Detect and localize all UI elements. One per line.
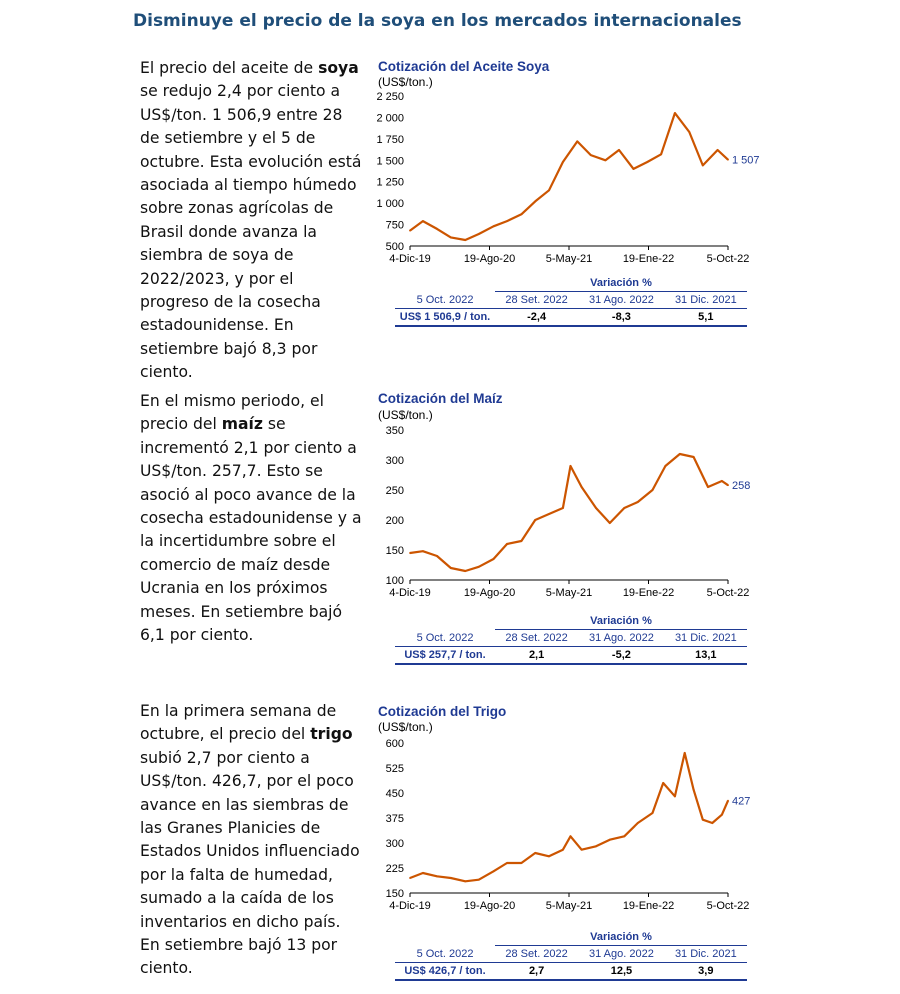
price-point — [506, 862, 508, 864]
price-cell: US$ 257,7 / ton. — [395, 647, 495, 665]
price-point — [652, 812, 654, 814]
paragraph-text: se redujo 2,4 por ciento a US$/ton. 1 506,9 entre 28 de setiembre y el 5 de octubre. Esta evolución está asociada al tiempo húmedo sobre zonas agrícolas de Brasil donde avanza la siembra de soya de 2022/2023, y por el progreso de la cosecha estadounidense. En setiembre bajó 8,3 por ciento. — [140, 82, 362, 382]
page-title: Disminuye el precio de la soya en los mercados internacionales — [133, 11, 742, 31]
price-point — [422, 872, 424, 874]
maiz-chart-unit: (US$/ton.) — [378, 408, 433, 422]
price-point — [506, 543, 508, 545]
x-tick-label: 5-Oct-22 — [706, 253, 750, 265]
price-point — [727, 159, 729, 161]
price-point — [521, 540, 523, 542]
column-header: 31 Ago. 2022 — [578, 292, 664, 309]
y-tick-label: 150 — [385, 888, 404, 900]
paragraph-text: se incrementó 2,1 por ciento a US$/ton. 257,7. Esto se asoció al poco avance de la cosecha estadounidense y a la incertidumbre sobre el comercio de maíz desde Ucrania en los próximos meses. En setiembre bajó 6,1 por ciento. — [140, 415, 362, 645]
price-point — [562, 161, 564, 163]
price-point — [493, 225, 495, 227]
column-header: 31 Dic. 2021 — [665, 630, 747, 647]
variation-header: Variación % — [495, 613, 747, 630]
price-point — [521, 213, 523, 215]
trigo-price-chart — [376, 735, 760, 917]
price-point — [664, 465, 666, 467]
end-value-label: 427 — [732, 795, 751, 808]
y-tick-label: 200 — [385, 515, 404, 527]
price-point — [623, 507, 625, 509]
x-tick-label: 5-May-21 — [545, 253, 593, 265]
column-header: 5 Oct. 2022 — [395, 292, 495, 309]
variation-header: Variación % — [495, 275, 747, 292]
price-point — [478, 566, 480, 568]
price-point — [562, 507, 564, 509]
price-point — [707, 486, 709, 488]
price-point — [581, 486, 583, 488]
y-tick-label: 750 — [385, 219, 404, 232]
variation-cell: 2,7 — [495, 963, 578, 981]
price-point — [660, 153, 662, 155]
price-point — [662, 782, 664, 784]
end-value-label: 258 — [732, 480, 751, 493]
price-series-line — [410, 753, 728, 881]
price-point — [422, 220, 424, 222]
price-point — [450, 567, 452, 569]
y-tick-label: 2 250 — [376, 91, 404, 103]
maiz-price-chart — [376, 422, 760, 604]
variation-cell: 13,1 — [665, 647, 747, 665]
price-point — [436, 228, 438, 230]
x-tick-label: 19-Ago-20 — [463, 253, 516, 265]
variation-cell: 5,1 — [665, 309, 747, 327]
y-tick-label: 300 — [385, 455, 404, 467]
x-tick-label: 4-Dic-19 — [389, 900, 431, 912]
price-point — [693, 789, 695, 791]
price-point — [633, 168, 635, 170]
variation-cell: 12,5 — [578, 963, 664, 981]
price-point — [521, 862, 523, 864]
y-tick-label: 300 — [385, 838, 404, 850]
x-tick-label: 5-May-21 — [545, 587, 593, 599]
price-point — [409, 552, 411, 554]
x-tick-label: 5-Oct-22 — [706, 900, 750, 912]
y-tick-label: 1 500 — [376, 155, 404, 168]
soya-paragraph — [140, 57, 362, 385]
price-point — [493, 558, 495, 560]
price-point — [679, 453, 681, 455]
y-tick-label: 375 — [385, 813, 404, 825]
price-series-line — [410, 454, 728, 571]
column-header: 5 Oct. 2022 — [395, 630, 495, 647]
price-point — [534, 201, 536, 203]
maiz-chart-title: Cotización del Maíz — [378, 391, 503, 406]
soya-chart-title: Cotización del Aceite Soya — [378, 59, 550, 74]
price-point — [506, 220, 508, 222]
y-tick-label: 500 — [385, 241, 404, 253]
price-point — [674, 795, 676, 797]
x-tick-label: 5-May-21 — [545, 900, 593, 912]
price-point — [609, 839, 611, 841]
price-point — [570, 465, 572, 467]
price-point — [609, 522, 611, 524]
x-tick-label: 19-Ago-20 — [463, 900, 516, 912]
column-header: 31 Ago. 2022 — [578, 946, 664, 963]
price-point — [464, 570, 466, 572]
y-tick-label: 600 — [385, 738, 404, 750]
paragraph-text: En el mismo periodo, el precio del — [140, 392, 324, 434]
price-point — [702, 165, 704, 167]
price-point — [711, 822, 713, 824]
y-tick-label: 450 — [385, 788, 404, 800]
price-point — [623, 835, 625, 837]
price-point — [436, 875, 438, 877]
paragraph-keyword: trigo — [310, 725, 353, 744]
price-point — [702, 819, 704, 821]
variation-cell: -2,4 — [495, 309, 578, 327]
price-cell: US$ 1 506,9 / ton. — [395, 309, 495, 327]
price-point — [450, 877, 452, 879]
price-point — [590, 154, 592, 156]
price-point — [576, 141, 578, 143]
paragraph-keyword: soya — [318, 59, 359, 77]
x-tick-label: 19-Ene-22 — [622, 587, 675, 599]
price-point — [409, 877, 411, 879]
soya-chart-unit: (US$/ton.) — [378, 75, 433, 89]
paragraph-text: El precio del aceite de — [140, 59, 319, 77]
column-header: 31 Dic. 2021 — [665, 292, 747, 309]
price-point — [570, 835, 572, 837]
price-point — [562, 849, 564, 851]
maiz-variation-table — [395, 613, 747, 665]
trigo-variation-table — [395, 929, 747, 981]
price-point — [637, 501, 639, 503]
price-point — [727, 800, 729, 802]
variation-cell: -5,2 — [578, 647, 664, 665]
soya-variation-table — [395, 275, 747, 327]
price-point — [646, 161, 648, 163]
price-point — [652, 489, 654, 491]
price-point — [581, 849, 583, 851]
variation-header: Variación % — [495, 929, 747, 946]
maiz-paragraph — [140, 390, 362, 647]
y-tick-label: 2 000 — [376, 112, 404, 125]
end-value-label: 1 507 — [732, 154, 760, 167]
y-tick-label: 100 — [385, 575, 404, 587]
paragraph-text: subió 2,7 por ciento a US$/ton. 426,7, por el poco avance en las siembras de las Granes Planicies de Estados Unidos influenciado por la falta de humedad, sumado a la caída de los inventarios en dicho país. En setiembre bajó 13 por ciento. — [140, 748, 360, 978]
price-point — [548, 513, 550, 515]
y-tick-label: 350 — [385, 425, 404, 437]
price-point — [693, 456, 695, 458]
price-point — [727, 484, 729, 486]
x-tick-label: 19-Ago-20 — [463, 587, 516, 599]
y-tick-label: 1 250 — [376, 176, 404, 189]
column-header: 5 Oct. 2022 — [395, 946, 495, 963]
y-tick-label: 150 — [385, 545, 404, 557]
trigo-paragraph — [140, 700, 362, 981]
column-header: 28 Set. 2022 — [495, 630, 578, 647]
y-tick-label: 525 — [385, 763, 404, 775]
price-point — [548, 855, 550, 857]
price-point — [595, 507, 597, 509]
x-tick-label: 4-Dic-19 — [389, 253, 431, 265]
column-header: 28 Set. 2022 — [495, 292, 578, 309]
variation-cell: 2,1 — [495, 647, 578, 665]
price-point — [721, 480, 723, 482]
price-point — [450, 237, 452, 239]
variation-cell: 3,9 — [665, 963, 747, 981]
y-tick-label: 1 750 — [376, 133, 404, 146]
price-point — [436, 555, 438, 557]
price-point — [464, 880, 466, 882]
price-point — [605, 159, 607, 161]
x-tick-label: 4-Dic-19 — [389, 587, 431, 599]
trigo-chart-unit: (US$/ton.) — [378, 720, 433, 734]
trigo-chart-title: Cotización del Trigo — [378, 704, 507, 719]
paragraph-text: En la primera semana de octubre, el precio del — [140, 702, 337, 744]
price-point — [618, 149, 620, 151]
x-tick-label: 19-Ene-22 — [622, 900, 675, 912]
price-point — [478, 233, 480, 235]
x-tick-label: 5-Oct-22 — [706, 587, 750, 599]
price-point — [595, 845, 597, 847]
column-header: 28 Set. 2022 — [495, 946, 578, 963]
price-point — [674, 112, 676, 114]
y-tick-label: 225 — [385, 863, 404, 875]
price-cell: US$ 426,7 / ton. — [395, 963, 495, 981]
price-point — [637, 822, 639, 824]
price-point — [534, 519, 536, 521]
price-point — [688, 131, 690, 133]
price-point — [493, 870, 495, 872]
price-point — [548, 189, 550, 191]
price-point — [478, 879, 480, 881]
y-tick-label: 250 — [385, 485, 404, 497]
price-series-line — [410, 113, 728, 240]
paragraph-keyword: maíz — [221, 415, 263, 434]
column-header: 31 Dic. 2021 — [665, 946, 747, 963]
y-tick-label: 1 000 — [376, 198, 404, 211]
price-point — [534, 852, 536, 854]
price-point — [684, 752, 686, 754]
price-point — [717, 149, 719, 151]
x-tick-label: 19-Ene-22 — [622, 253, 675, 265]
price-point — [721, 814, 723, 816]
price-point — [409, 230, 411, 232]
column-header: 31 Ago. 2022 — [578, 630, 664, 647]
price-point — [422, 550, 424, 552]
price-point — [464, 239, 466, 241]
soya-price-chart — [376, 88, 760, 270]
variation-cell: -8,3 — [578, 309, 664, 327]
